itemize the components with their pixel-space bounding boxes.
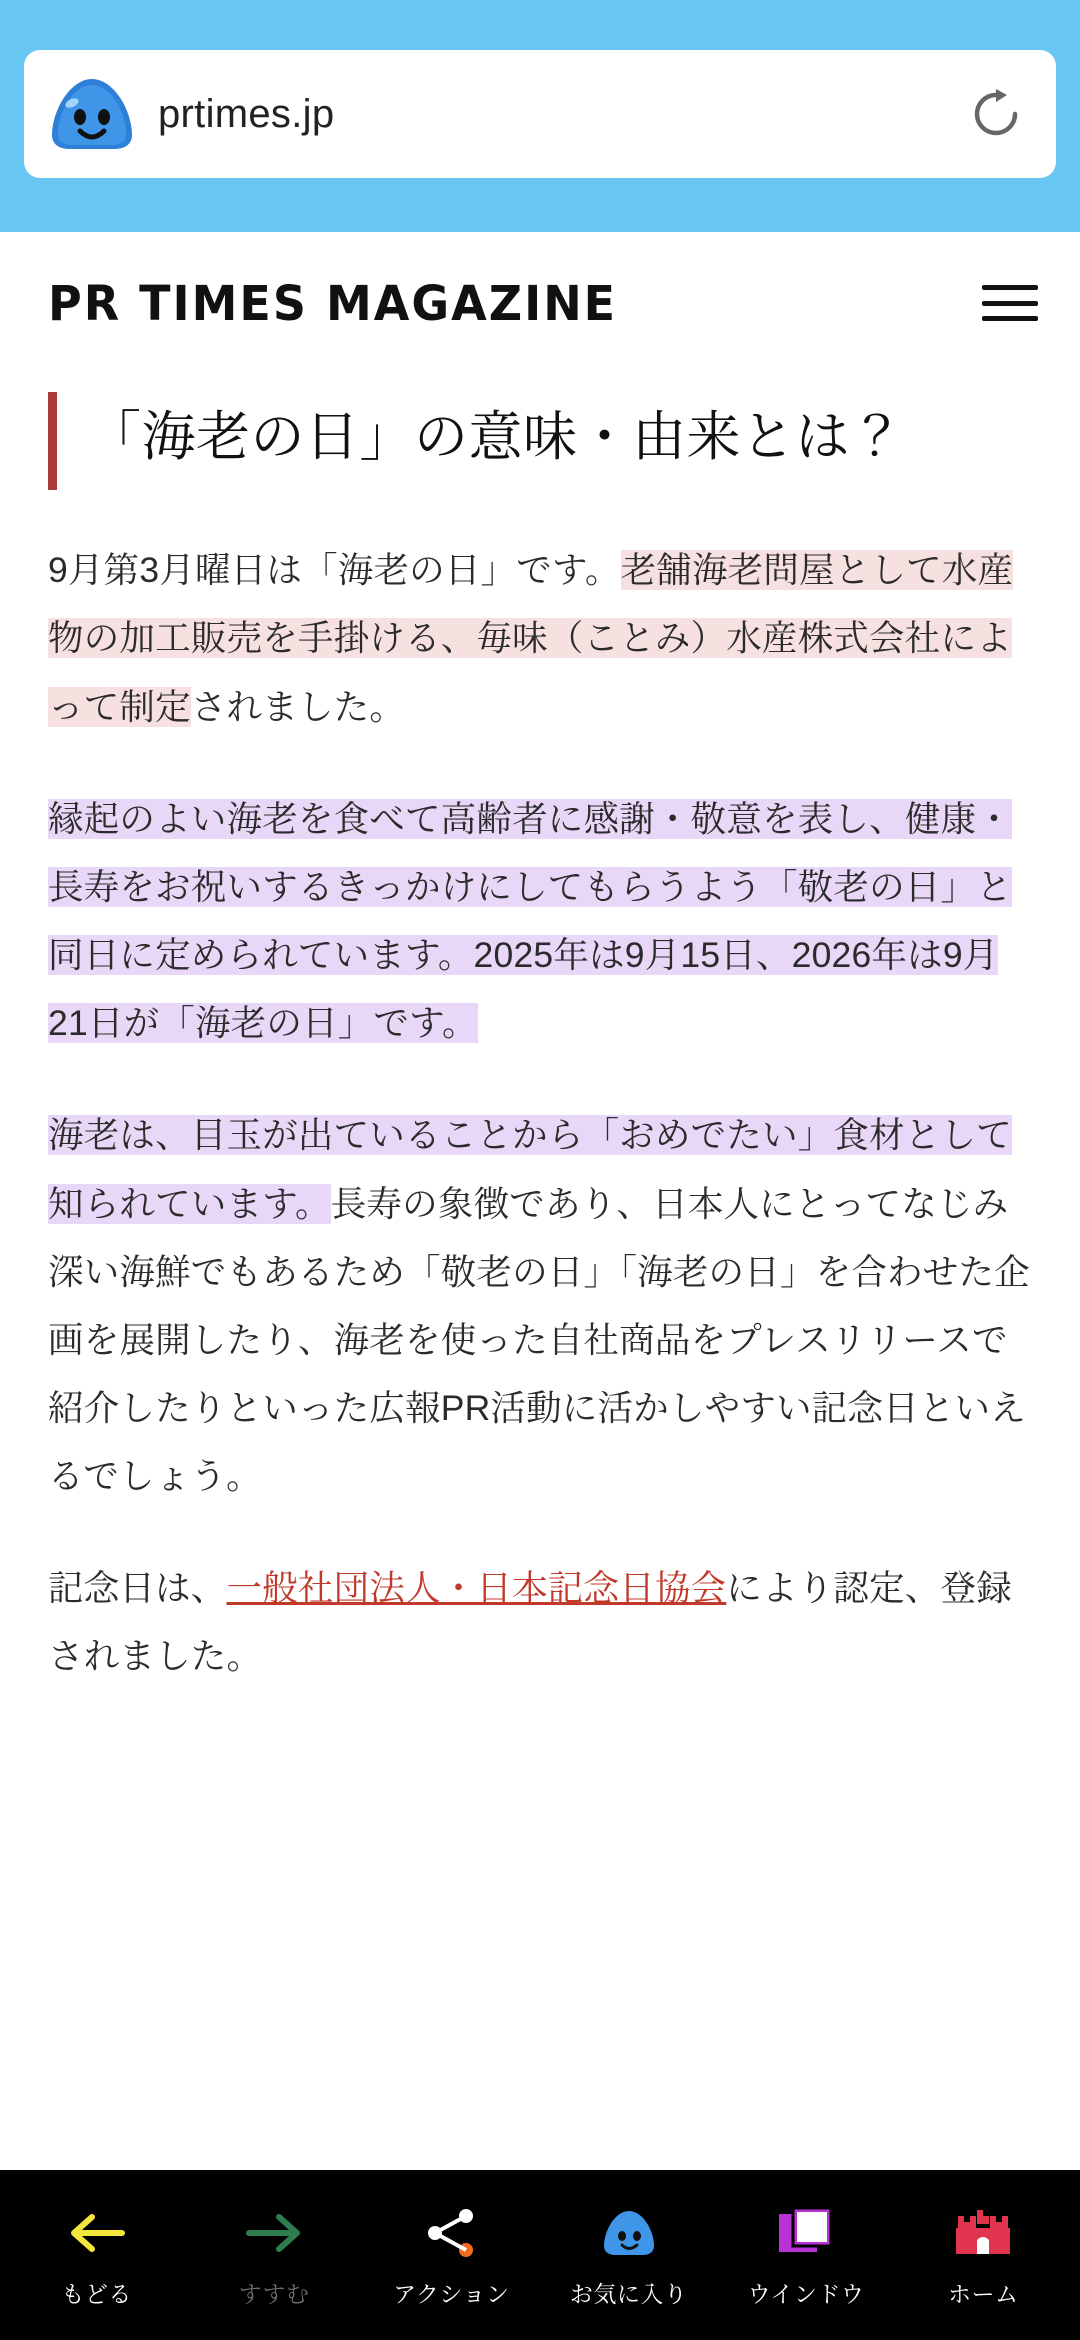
article-body <box>48 536 1036 1690</box>
hamburger-menu-icon[interactable] <box>982 281 1038 325</box>
p1-highlight: 老舗海老問屋として水産物の加工販売を手掛ける、毎味（ことみ）水産株式会社によって制定 <box>48 550 1014 727</box>
nav-action-label: アクション <box>393 2280 510 2307</box>
link-jp-anniversary-association[interactable]: 一般社団法人・日本記念日協会 <box>226 1568 727 1609</box>
windows-icon <box>777 2202 835 2264</box>
forward-arrow-icon <box>243 2202 305 2264</box>
nav-favorite-button[interactable] <box>549 2202 709 2309</box>
nav-forward-label: すすむ <box>238 2280 310 2307</box>
p1-text-end: されました。 <box>190 686 406 727</box>
nav-back-button[interactable] <box>17 2202 177 2309</box>
p4-text-end: により認定、登録されました。 <box>48 1568 1012 1677</box>
url-bar[interactable] <box>24 50 1056 178</box>
p1-text-start: 9月第3月曜日は「海老の日」です。 <box>48 550 621 591</box>
page-title: 「海老の日」の意味・由来とは？ <box>87 407 905 467</box>
nav-action-button[interactable] <box>371 2202 531 2309</box>
site-header <box>0 232 1080 356</box>
p3-text: 長寿の象徴であり、日本人にとってなじみ深い海鮮でもあるため「敬老の日」「海老の日」を合わせた企画を展開したり、海老を使った自社商品をプレスリリースで紹介したりといった広報PR活動に活かしやすい記念日といえるでしょう。 <box>48 1183 1030 1497</box>
paragraph-1 <box>48 536 1036 740</box>
article-title-block <box>48 392 1038 490</box>
share-action-icon <box>422 2202 480 2264</box>
bottom-navigation-bar <box>0 2170 1080 2340</box>
nav-forward-button[interactable] <box>194 2202 354 2309</box>
favorite-slime-icon <box>600 2202 658 2264</box>
browser-address-bar <box>0 0 1080 232</box>
nav-windows-label: ウインドウ <box>747 2280 865 2307</box>
title-accent-rule <box>48 392 57 490</box>
reload-icon[interactable] <box>964 82 1028 146</box>
nav-back-label: もどる <box>61 2280 132 2307</box>
p2-highlight: 縁起のよい海老を食べて高齢者に感謝・敬意を表し、健康・長寿をお祝いするきっかけにしてもらうよう「敬老の日」と同日に定められています。2025年は9月15日、2026年は9月21日が「海老の日」です。 <box>48 798 1012 1044</box>
paragraph-3 <box>48 1101 1036 1510</box>
back-arrow-icon <box>66 2202 128 2264</box>
p3-highlight: 海老は、目玉が出ていることから「おめでたい」食材として知られています。 <box>48 1115 1012 1224</box>
p4-text-start: 記念日は、 <box>48 1568 227 1609</box>
site-logo[interactable]: PR TIMES MAGAZINE <box>48 274 618 332</box>
window-count-badge: 1 <box>804 2209 819 2237</box>
paragraph-2 <box>48 785 1036 1058</box>
nav-favorite-label: お気に入り <box>569 2280 688 2307</box>
paragraph-4 <box>48 1554 1036 1690</box>
nav-home-label: ホーム <box>948 2280 1019 2307</box>
nav-windows-button[interactable] <box>726 2202 886 2309</box>
home-castle-icon <box>950 2202 1016 2264</box>
web-page-content <box>0 232 1080 2170</box>
slime-icon <box>44 66 140 162</box>
nav-home-button[interactable] <box>903 2202 1063 2309</box>
url-text[interactable]: prtimes.jp <box>158 91 335 136</box>
